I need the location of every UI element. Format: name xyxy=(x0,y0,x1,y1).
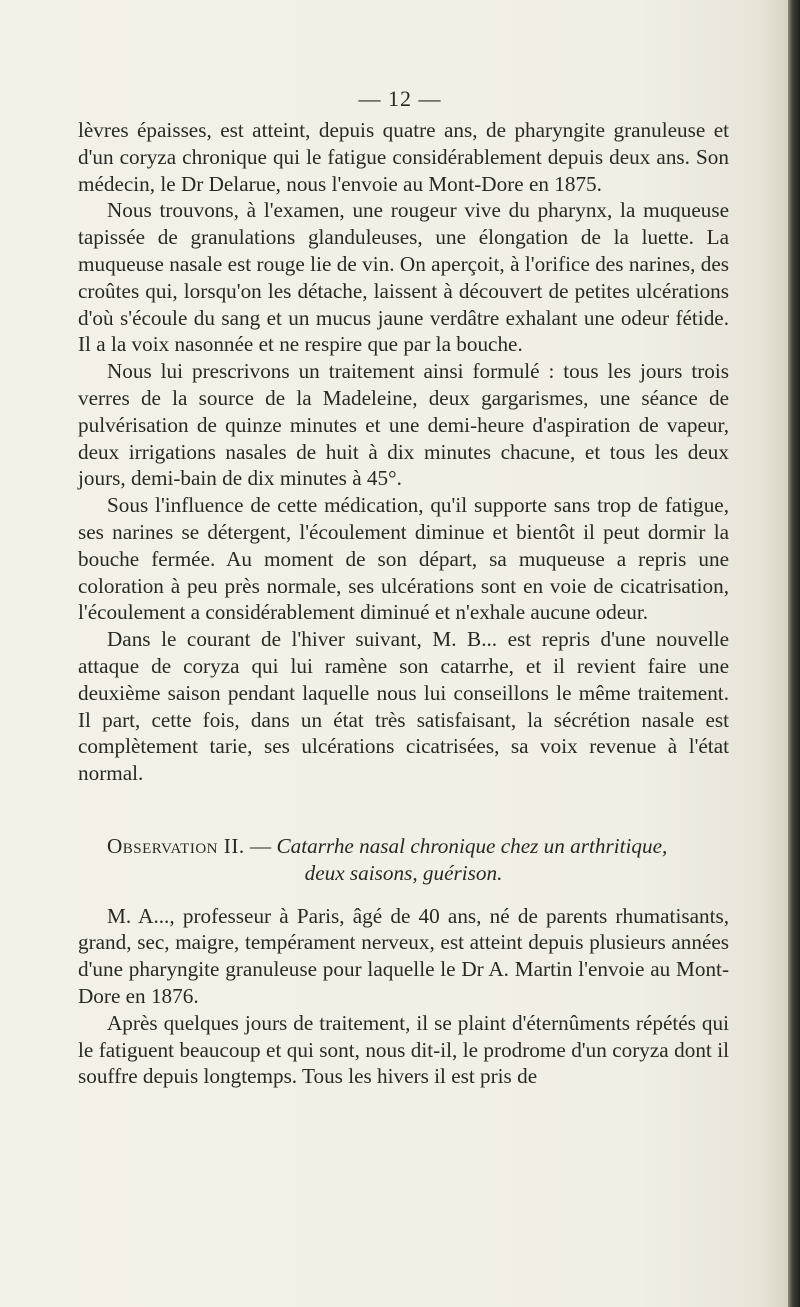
observation-heading xyxy=(78,833,729,860)
text-body xyxy=(78,117,729,1090)
paragraph-2: Nous trouvons, à l'examen, une rougeur vive du pharynx, la muqueuse tapissée de granulations glanduleuses, une élongation de la luette. La muqueuse nasale est rouge lie de vin. On aperçoit, à l'orifice des narines, des croûtes qui, lorsqu'on les détache, laissent à découvert de petites ulcérations d'où s'écoule du sang et un mucus jaune verdâtre exhalant une odeur fétide. Il a la voix nasonnée et ne respire que par la bouche. xyxy=(78,198,729,357)
paragraph-1: lèvres épaisses, est atteint, depuis quatre ans, de pharyngite granuleuse et d'un coryza chronique qui le fatigue considérablement depuis deux ans. Son médecin, le Dr Delarue, nous l'envoie au Mont-Dore en 1875. xyxy=(78,118,729,196)
paragraph-4: Sous l'influence de cette médication, qu'il supporte sans trop de fatigue, ses narines se détergent, l'écoulement diminue et bientôt il peut dormir la bouche fermée. Au moment de son départ, sa muqueuse a repris une coloration à peu près normale, ses ulcérations sont en voie de cicatrisation, l'écoulement a considérablement diminué et n'exhale aucune odeur. xyxy=(78,493,729,625)
observation-title: Catarrhe nasal chronique chez un arthritique, xyxy=(276,833,668,858)
observation-subtitle: deux saisons, guérison. xyxy=(304,860,503,885)
paragraph-3: Nous lui prescrivons un traitement ainsi formulé : tous les jours trois verres de la source de la Madeleine, deux gargarismes, une séance de pulvérisation de quinze minutes et une demi-heure d'aspiration de vapeur, deux irrigations nasales de huit à dix minutes chacune, et tous les deux jours, demi-bain de dix minutes à 45°. xyxy=(78,359,729,491)
observation-dash: — xyxy=(244,833,277,858)
observation-label: Observation II. xyxy=(107,833,245,858)
book-spine-edge xyxy=(788,0,800,1307)
page-number: — 12 — xyxy=(358,86,442,111)
paragraph-6: M. A..., professeur à Paris, âgé de 40 ans, né de parents rhumatisants, grand, sec, maigre, tempérament nerveux, est atteint depuis plusieurs années d'une pharyngite granuleuse pour laquelle le Dr A. Martin l'envoie au Mont-Dore en 1876. xyxy=(78,903,729,1008)
paragraph-7: Après quelques jours de traitement, il se plaint d'éternûments répétés qui le fatiguent beaucoup et qui sont, nous dit-il, le prodrome d'un coryza dont il souffre depuis longtemps. Tous les hivers il est pris de xyxy=(78,1010,729,1089)
paragraph-5: Dans le courant de l'hiver suivant, M. B... est repris d'une nouvelle attaque de coryza qui lui ramène son catarrhe, et il revient faire une deuxième saison pendant laquelle nous lui conseillons le même traitement. Il part, cette fois, dans un état très satisfaisant, la sécrétion nasale est complètement tarie, ses ulcérations cicatrisées, sa voix revenue à l'état normal. xyxy=(78,627,729,786)
